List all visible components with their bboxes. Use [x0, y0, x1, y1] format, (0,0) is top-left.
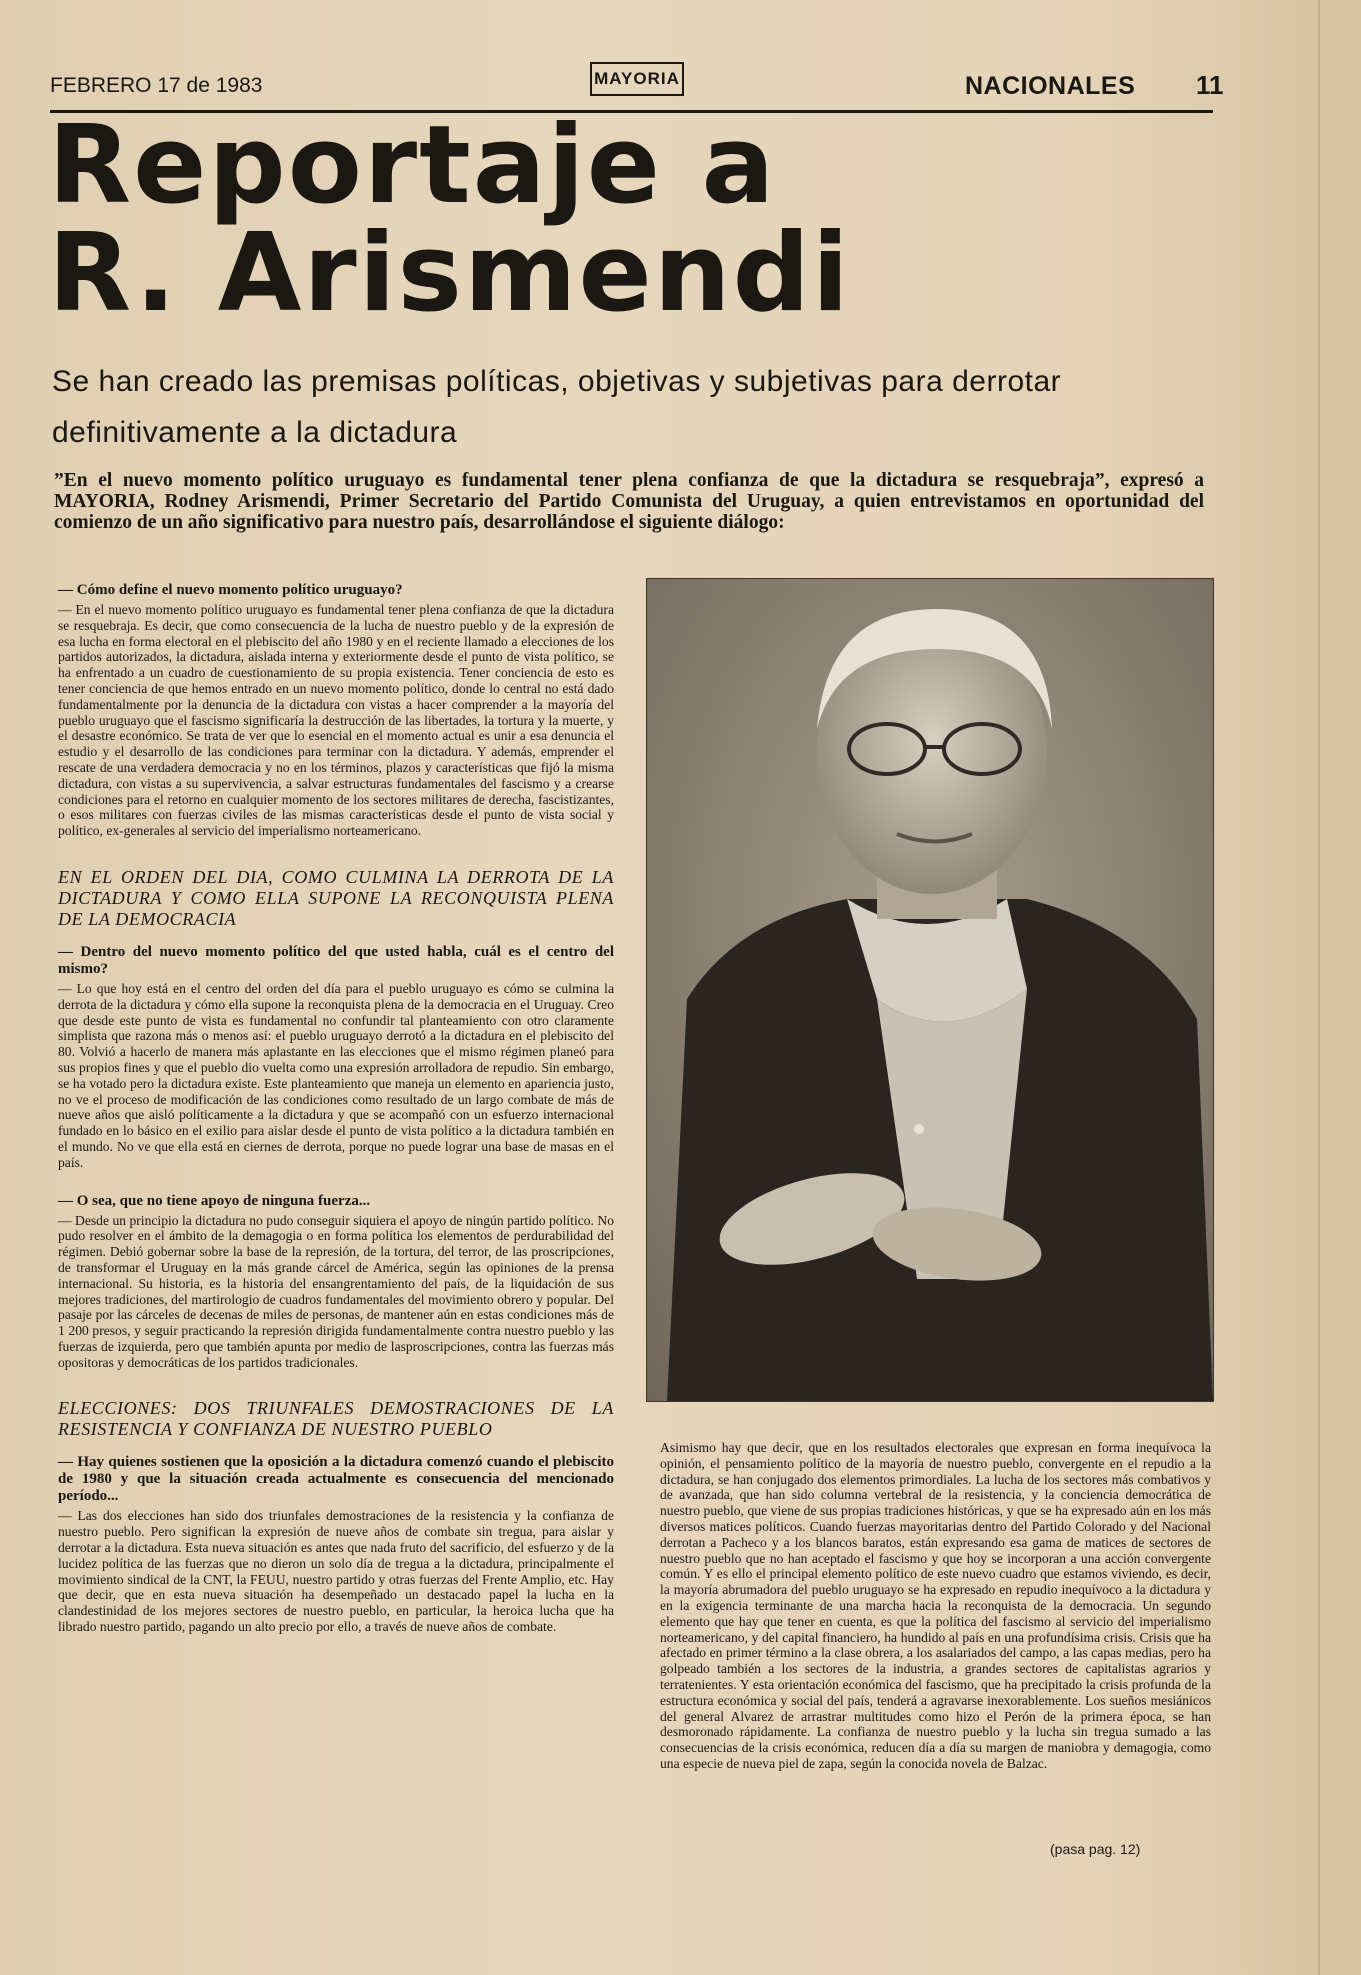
question-3: — O sea, que no tiene apoyo de ninguna fuerza...	[58, 1192, 371, 1209]
portrait-illustration	[647, 579, 1213, 1401]
portrait-photo	[646, 578, 1214, 1402]
question-2: — Dentro del nuevo momento político del que usted habla, cuál es el centro del mismo?	[58, 943, 614, 977]
continued-note: (pasa pag. 12)	[1050, 1841, 1141, 1857]
article-headline	[48, 103, 1228, 336]
answer-3: — Desde un principio la dictadura no pudo conseguir siquiera el apoyo de ningún partido político. No pudo resolver en el ámbito de la demagogia o en forma política los elementos de perdurabilidad del régimen. Debió gobernar sobre la base de la represión, de la tortura, del terror, de las proscripciones, de transformar el Uruguay en la más grande cárcel de América, según las opiniones de la prensa internacional. Su historia, es la historia del ensangrentamiento del país, de la liquidación de sus mejores tradiciones, del martirologio de cuadros fundamentales del movimiento obrero y popular. Del pasaje por las cárceles de decenas de miles de personas, de mantener aún en estas condiciones más de 1 200 presos, y seguir practicando la represión dirigida fundamentalmente contra nuestro pueblo y las fuerzas de izquierda, pero que también apunta por medio de lasproscripciones, contra las fuerzas más opositoras y democráticas de los partidos tradicionales.	[58, 1212, 614, 1370]
headline-line-1: Reportaje a	[48, 103, 777, 228]
left-column	[58, 582, 614, 1635]
right-column	[660, 1440, 1211, 1772]
page-number: 11	[1196, 70, 1224, 100]
answer-2: — Lo que hoy está en el centro del orden del día para el pueblo uruguayo es cómo se culmina la derrota de la dictadura y cómo ella supone la reconquista plena de la democracia en el Uruguay. Creo que desde este punto de vista es fundamental no confundir tal planteamiento con otro claramente simplista que razona más o menos así: el pueblo uruguayo derrotó a la dictadura en el plebiscito del 80. Volvió a hacerlo de manera más aplastante en las elecciones que el mismo régimen planeó para sus propios fines y que el pueblo dio vuelta como una expresión arrolladora de repudio. Sin embargo, se ha votado pero la dictadura existe. Este planteamiento que maneja un elemento en apariencia justo, no ve el proceso de modificación de las condiciones como resultado de un largo combate de más de nueve años que aisló políticamente a la dictadura y que se acompañó con un esfuerzo internacional fundado en lo básico en el exilio para aislar desde el punto de vista político a la dictadura también en el mundo. No ve que ella está en ciernes de derrota, porque no puede lograr una base de masas en el país.	[58, 980, 614, 1170]
answer-4: — Las dos elecciones han sido dos triunfales demostraciones de la resistencia y la confianza de nuestro pueblo. Pero significan la expresión de nueve años de combate sin tregua, para aislar y derrotar a la dictadura. Esta nueva situación es antes que nada fruto del sacrificio, del esfuerzo y de la lucidez política de las fuerzas que no dieron un solo día de tregua a la dictadura, principalmente el movimiento sindical de la CNT, la FEUU, nuestro partido y otras fuerzas del Frente Amplio, etc. Hay que decir, que en esta nueva situación ha desempeñado un destacado papel la lucha en la clandestinidad de los mejores sectores de nuestro pueblo, en particular, la heroica lucha que ha librado nuestro partido, pagando un alto precio por ello, a través de nueve años de combate.	[58, 1508, 614, 1635]
section-subhead-1: EN EL ORDEN DEL DIA, COMO CULMINA LA DERROTA DE LA DICTADURA Y COMO ELLA SUPONE LA RECONQUISTA PLENA DE LA DEMOCRACIA	[58, 866, 614, 929]
next-page-edge	[1320, 0, 1361, 1975]
right-column-body: Asimismo hay que decir, que en los resultados electorales que expresan en forma inequívoca la opinión, el pensamiento político de la mayoría de nuestro pueblo, convergente en el repudio a la dictadura, se han conjugado dos elementos primordiales. La lucha de los sectores más combativos y de avanzada, que han sido columna vertebral de la resistencia, y la conciencia democrática de nuestro pueblo, que viene de sus propias tradiciones históricas, y que se ha expresado aún en los más diversos matices políticos. Cuando fuerzas mayoritarias dentro del Partido Colorado y del Nacional derrotan a Pacheco y a los blancos baratos, están expresando esa gama de matices de sectores de nuestro pueblo que no han aceptado el fascismo y que hoy se incorporan a una acción convergente común. Y es ello el principal elemento político de este nuevo cuadro que estamos viviendo, es decir, la mayoría abrumadora del pueblo uruguayo se ha expresado en repudio inequívoco a la dictadura y en la exigencia terminante de una marcha hacia la reconquista de la democracia. Un segundo elemento que hay que tener en cuenta, es que la política del fascismo al servicio del imperialismo norteamericano, y del capital financiero, ha hundido al país en una profundísima crisis. Crisis que ha afectado en primer término a la clase obrera, a los asalariados del campo, a las capas medias, pero ha golpeado también a los sectores de la industria, a grandes sectores de capitalistas agrarios y terratenientes. Y esta orientación económica del fascismo, que ha precipitado la crisis profunda de la estructura económica y social del país, tenderá a agravarse inexorablemente. Los sueños mesiánicos del general Alvarez de arrastrar multitudes como hizo el Perón de la primera época, se han desmoronado rápidamente. La confianza de nuestro pueblo y la lucha sin tregua sumado a las consecuencias de la crisis económica, reducen día a día su margen de maniobra y demagogia, como una especie de nueva piel de zapa, según la conocida novela de Balzac.	[660, 1440, 1211, 1771]
headline-line-2: R. Arismendi	[48, 211, 851, 336]
section-subhead-2: ELECCIONES: DOS TRIUNFALES DEMOSTRACIONES DE LA RESISTENCIA Y CONFIANZA DE NUESTRO PUEBLO	[58, 1398, 614, 1440]
page-fold	[1318, 0, 1320, 1975]
question-4: — Hay quienes sostienen que la oposición a la dictadura comenzó cuando el plebiscito de 1980 y que la situación creada actualmente es consecuencia del mencionado período...	[58, 1454, 614, 1505]
issue-date: FEBRERO 17 de 1983	[50, 74, 263, 97]
masthead-logo: MAYORIA	[590, 62, 684, 96]
article-subheadline: Se han creado las premisas políticas, objetivas y subjetivas para derrotar definitivamente a la dictadura	[52, 365, 1062, 449]
section-name: NACIONALES	[965, 72, 1136, 100]
article-lead: ”En el nuevo momento político uruguayo es fundamental tener plena confianza de que la dictadura se resquebraja”, expresó a MAYORIA, Rodney Arismendi, Primer Secretario del Partido Comunista del Uruguay, a quien entrevistamos en oportunidad del comienzo de un año significativo para nuestro país, desarrollándose el siguiente diálogo:	[54, 470, 1204, 533]
answer-1: — En el nuevo momento político uruguayo es fundamental tener plena confianza de que la dictadura se resquebraja. Es decir, que como consecuencia de la lucha de nuestro pueblo y de la expresión de esa lucha en forma electoral en el plebiscito del año 1980 y en el reciente llamado a elecciones de los partidos autorizados, la dictadura, aislada interna y exteriormente desde el punto de vista político, se ha enfrentado a un cuadro de cuestionamiento de su propia existencia. Tener conciencia de esto es tener conciencia de que hemos entrado en un nuevo momento político, donde lo central no está dado fundamentalmente por la denuncia de la dictadura con vistas a hacer comprender a la mayoría del pueblo uruguayo que el fascismo significaría la destrucción de las libertades, la tortura y la muerte, y el desastre económico. Se trata de ver que lo esencial en el momento actual es unir a esa denuncia el estudio y el desarrollo de las condiciones para terminar con la dictadura. Y además, emprender el rescate de una verdadera democracia y no en los términos, plazos y características que fijó la misma dictadura, con vistas a su supervivencia, a salvar estructuras fundamentales del fascismo y a crearse condiciones para el retorno en cualquier momento de los sectores militares de derecha, fascistizantes, o esos militares con fuerzas civiles de las mismas características desde el punto de vista social y político, ex-generales al servicio del imperialismo norteamericano.	[58, 602, 614, 839]
question-1: — Cómo define el nuevo momento político uruguayo?	[58, 582, 403, 598]
